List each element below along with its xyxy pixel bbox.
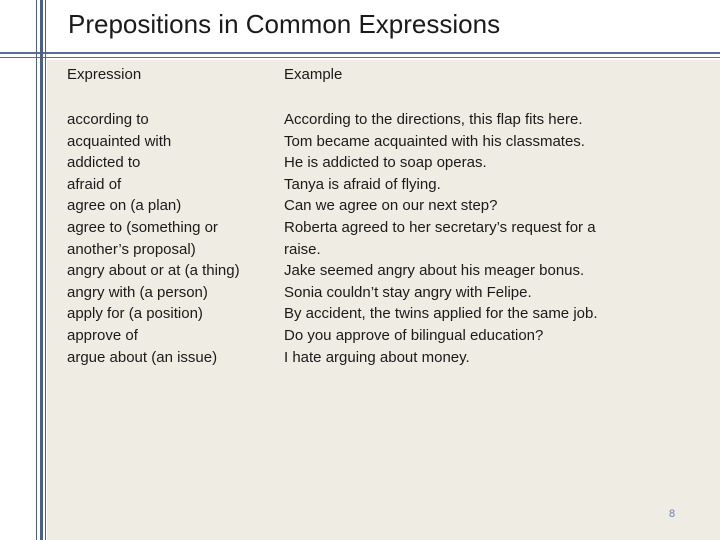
list-item: Can we agree on our next step?: [284, 197, 498, 215]
list-item: Sonia couldn’t stay angry with Felipe.: [284, 283, 532, 301]
list-item: agree to (something or: [67, 218, 218, 236]
list-item: afraid of: [67, 175, 122, 193]
list-item: argue about (an issue): [67, 348, 218, 366]
page-number: 8: [669, 508, 676, 520]
decorative-line: [36, 0, 37, 540]
list-item: I hate arguing about money.: [284, 348, 470, 366]
list-item: Tom became acquainted with his classmates.: [284, 132, 585, 150]
list-item: By accident, the twins applied for the same job.: [284, 305, 598, 323]
list-item: angry about or at (a thing): [67, 262, 240, 280]
decorative-line: [45, 0, 46, 540]
list-item: acquainted with: [67, 132, 172, 150]
list-item: approve of: [67, 326, 138, 344]
list-item: another’s proposal): [67, 240, 196, 258]
list-item: Tanya is afraid of flying.: [284, 175, 441, 193]
list-item: agree on (a plan): [67, 197, 182, 215]
example-column-header: Example: [284, 66, 343, 83]
expression-list: [67, 109, 272, 368]
list-item: Roberta agreed to her secretary’s request for a: [284, 218, 596, 236]
decorative-line: [40, 0, 43, 540]
expression-column-header: Expression: [67, 66, 142, 83]
list-item: raise.: [284, 240, 321, 258]
list-item: He is addicted to soap operas.: [284, 154, 487, 172]
list-item: Jake seemed angry about his meager bonus.: [284, 262, 585, 280]
list-item: angry with (a person): [67, 283, 208, 301]
example-list: [284, 109, 644, 368]
list-item: according to: [67, 111, 149, 128]
list-item: According to the directions, this flap fits here.: [284, 111, 583, 128]
list-item: addicted to: [67, 154, 141, 172]
list-item: apply for (a position): [67, 305, 203, 323]
list-item: Do you approve of bilingual education?: [284, 326, 544, 344]
slide-title: Prepositions in Common Expressions: [68, 9, 501, 39]
